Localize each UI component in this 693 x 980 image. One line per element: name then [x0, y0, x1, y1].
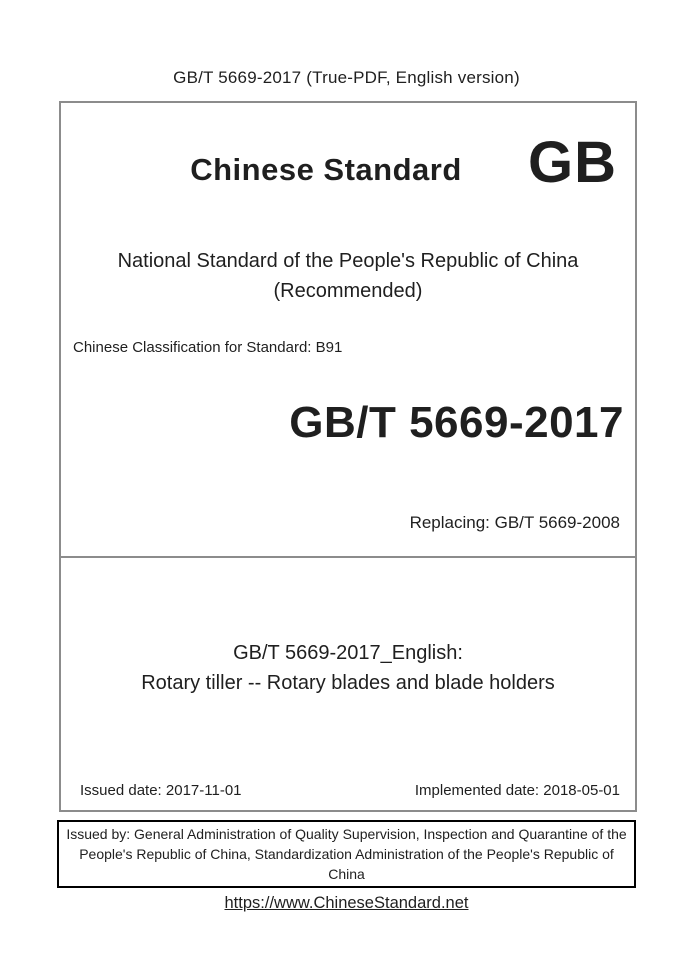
footer	[0, 894, 693, 913]
gb-logo: GB	[528, 130, 617, 195]
standard-number: GB/T 5669-2017	[289, 398, 624, 447]
cover-top-section	[61, 103, 635, 558]
footer-website-link[interactable]: https://www.ChineseStandard.net	[224, 894, 469, 912]
replacing-note: Replacing: GB/T 5669-2008	[409, 513, 620, 532]
classification-code: Chinese Classification for Standard: B91	[73, 339, 343, 356]
english-title-line1: GB/T 5669-2017_English:	[233, 642, 463, 664]
issuer-box: Issued by: General Administration of Quality Supervision, Inspection and Quarantine of the People's Republic of China, Standardization Administration of the People's Republic of China	[57, 820, 636, 888]
standard-type-line2: (Recommended)	[273, 280, 423, 302]
brand-title: Chinese Standard	[190, 152, 462, 187]
document-header-title: GB/T 5669-2017 (True-PDF, English version)	[173, 68, 520, 87]
english-title-line2: Rotary tiller -- Rotary blades and blade holders	[141, 672, 555, 694]
english-title-block	[61, 638, 635, 698]
implemented-date: Implemented date: 2018-05-01	[414, 782, 620, 799]
standard-type-block	[61, 246, 635, 306]
cover-box	[59, 101, 637, 812]
standard-type-line1: National Standard of the People's Republic of China	[117, 250, 579, 272]
issued-date: Issued date: 2017-11-01	[80, 782, 242, 799]
cover-bottom-section	[61, 558, 635, 808]
dates-row	[61, 782, 635, 799]
